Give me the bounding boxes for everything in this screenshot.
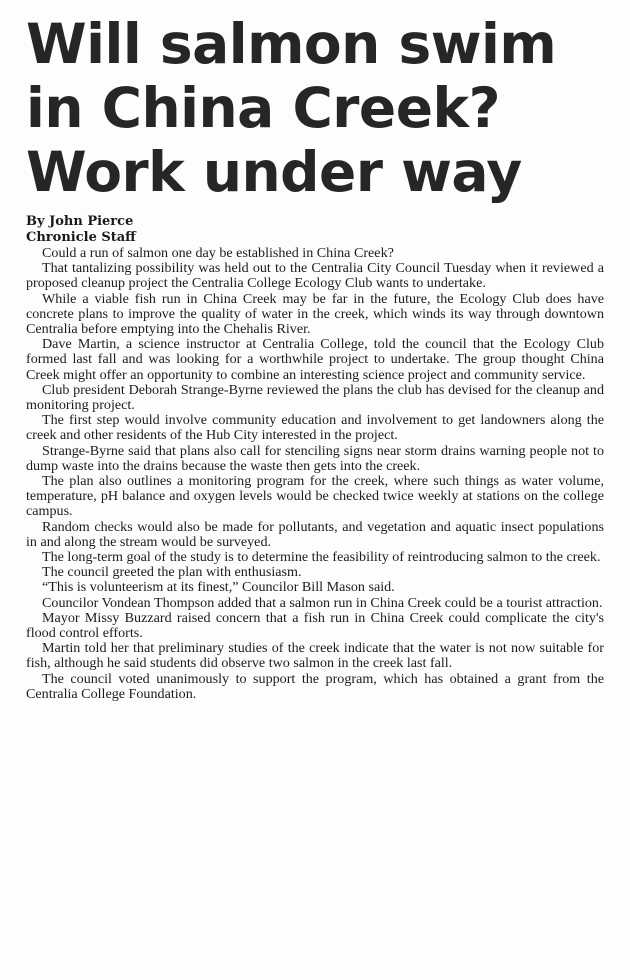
headline-line-3: Work under way: [26, 140, 522, 204]
byline: [26, 214, 136, 246]
paragraph: Dave Martin, a science instructor at Centralia College, told the council that the Ecology Club formed last fall and was looking for a worthwhile project to undertake. The group thought China Creek might offer an opportunity to combine an interesting science project and community service.: [26, 336, 604, 383]
paragraph: Could a run of salmon one day be established in China Creek?: [42, 245, 394, 261]
paragraph: The long-term goal of the study is to determine the feasibility of reintroducing salmon to the creek.: [42, 549, 601, 566]
headline: [26, 12, 616, 204]
byline-affiliation: Chronicle Staff: [26, 230, 136, 245]
headline-line-1: Will salmon swim: [26, 12, 557, 76]
paragraph: The plan also outlines a monitoring program for the creek, where such things as water volume, temperature, pH balance and oxygen levels would be checked twice weekly at stations on the college campus.: [26, 473, 604, 520]
paragraph: Mayor Missy Buzzard raised concern that a fish run in China Creek could complicate the city's flood control efforts.: [26, 609, 604, 642]
byline-author: By John Pierce: [26, 214, 134, 229]
paragraph: The first step would involve community education and involvement to get landowners along the creek and other residents of the Hub City interested in the project.: [26, 412, 604, 444]
paragraph: Martin told her that preliminary studies of the creek indicate that the water is not now suitable for fish, although he said students did observe two salmon in the creek last fall.: [26, 640, 604, 672]
paragraph: The council greeted the plan with enthusiasm.: [42, 564, 302, 581]
paragraph: Random checks would also be made for pollutants, and vegetation and aquatic insect populations in and along the stream would be surveyed.: [26, 518, 604, 550]
article-body: [26, 246, 604, 702]
headline-line-2: in China Creek?: [26, 76, 501, 140]
paragraph: “This is volunteerism at its finest,” Councilor Bill Mason said.: [42, 579, 395, 596]
paragraph: Club president Deborah Strange-Byrne reviewed the plans the club has devised for the cleanup and monitoring project.: [26, 381, 604, 414]
paragraph: The council voted unanimously to support the program, which has obtained a grant from the Centralia College Foundation.: [26, 670, 604, 702]
paragraph: Strange-Byrne said that plans also call for stenciling signs near storm drains warning people not to dump waste into the drains because the waste then gets into the creek.: [26, 442, 604, 474]
paragraph: That tantalizing possibility was held out to the Centralia City Council Tuesday when it reviewed a proposed cleanup project the Centralia College Ecology Club wants to undertake.: [26, 260, 604, 292]
paragraph: While a viable fish run in China Creek may be far in the future, the Ecology Club does have concrete plans to improve the quality of water in the creek, which winds its way through downtown Centralia before emptying into the Chehalis River.: [26, 290, 604, 338]
paragraph: Councilor Vondean Thompson added that a salmon run in China Creek could be a tourist attraction.: [42, 594, 603, 611]
